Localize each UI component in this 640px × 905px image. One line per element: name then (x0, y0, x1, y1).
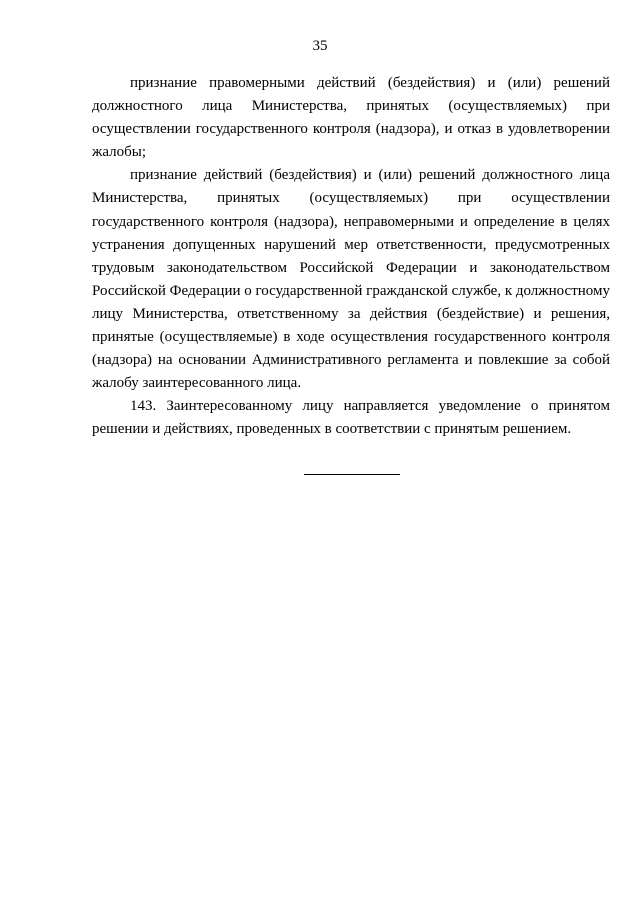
paragraph-143-notification: 143. Заинтересованному лицу направляется уведомление о принятом решении и действиях, проведенных в соответствии с принятым решением. (92, 398, 610, 438)
paragraph-unlawful-recognition: признание действий (бездействия) и (или) решений должностного лица Министерства, принятых (осуществляемых) при осуществлении государственного контроля (надзора), неправомерными и определение в целях устранения допущенных нарушений мер ответственности, предусмотренных трудовым законодательством Российской Федерации и законодательством Российской Федерации о государственной гражданской службе, к должностному лицу Министерства, ответственному за действия (бездействие) и решения, принятые (осуществляемые) в ходе осуществления государственного контроля (надзора) на основании Административного регламента и повлекшие за собой жалобу заинтересованного лица. (92, 167, 610, 392)
end-separator-line (304, 474, 400, 475)
document-body (92, 72, 610, 442)
page-number: 35 (312, 38, 328, 54)
paragraph-approval: признание правомерными действий (бездействия) и (или) решений должностного лица Министерства, принятых (осуществляемых) при осуществлении государственного контроля (надзора), и отказ в удовлетворении жалобы; (92, 75, 610, 161)
